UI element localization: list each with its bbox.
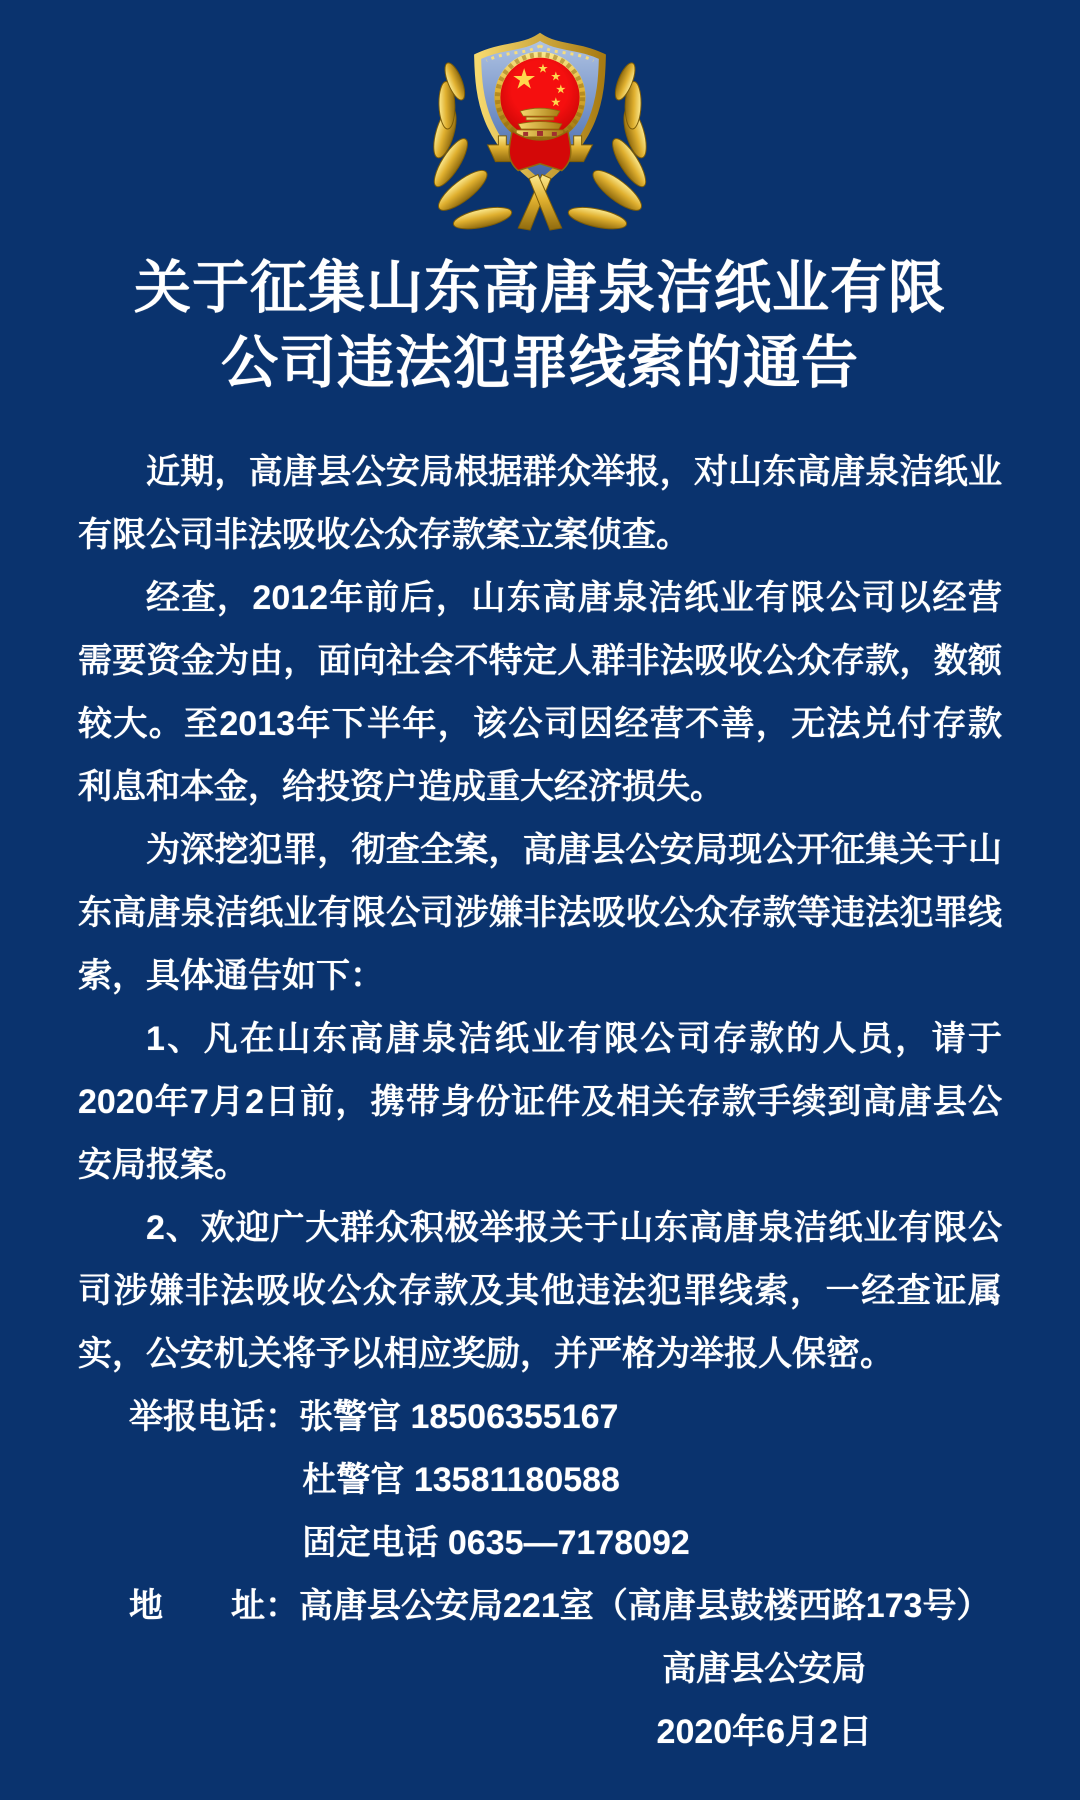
hotline-line: 举报电话：张警官 18506355167 [129, 1398, 619, 1436]
paragraph-item-2: 2、欢迎广大群众积极举报关于山东高唐泉洁纸业有限公司涉嫌非法吸收公众存款及其他违法犯罪线索，一经查证属实，公安机关将予以相应奖励，并严格为举报人保密。 [78, 1209, 1002, 1373]
issuing-agency: 高唐县公安局 [662, 1650, 867, 1688]
hotline-line-landline: 固定电话 0635—7178092 [302, 1524, 690, 1562]
paragraph-solicitation: 为深挖犯罪，彻查全案，高唐县公安局现公开征集关于山东高唐泉洁纸业有限公司涉嫌非法吸收公众存款等违法犯罪线索，具体通告如下： [78, 831, 1002, 995]
hotline-line-officer2: 杜警官 13581180588 [302, 1461, 620, 1499]
police-badge-svg [421, 24, 659, 232]
notice-body [78, 441, 1002, 1764]
notice-title [0, 251, 1080, 401]
signature-block [657, 1638, 872, 1764]
paragraph-case-filing: 近期，高唐县公安局根据群众举报，对山东高唐泉洁纸业有限公司非法吸收公众存款案立案侦查。 [78, 453, 1002, 554]
address-line: 地 址：高唐县公安局221室（高唐县鼓楼西路173号） [129, 1587, 991, 1625]
notice-title-line2: 公司违法犯罪线索的通告 [221, 331, 859, 395]
paragraph-investigation: 经查，2012年前后，山东高唐泉洁纸业有限公司以经营需要资金为由，面向社会不特定人群非法吸收公众存款，数额较大。至2013年下半年，该公司因经营不善，无法兑付存款利息和本金，给投资户造成重大经济损失。 [78, 579, 1002, 806]
issue-date: 2020年6月2日 [656, 1713, 872, 1751]
paragraph-item-1: 1、凡在山东高唐泉洁纸业有限公司存款的人员，请于2020年7月2日前，携带身份证件及相关存款手续到高唐县公安局报案。 [78, 1020, 1002, 1184]
notice-title-line1: 关于征集山东高唐泉洁纸业有限 [134, 256, 946, 320]
police-badge-icon [421, 24, 659, 237]
